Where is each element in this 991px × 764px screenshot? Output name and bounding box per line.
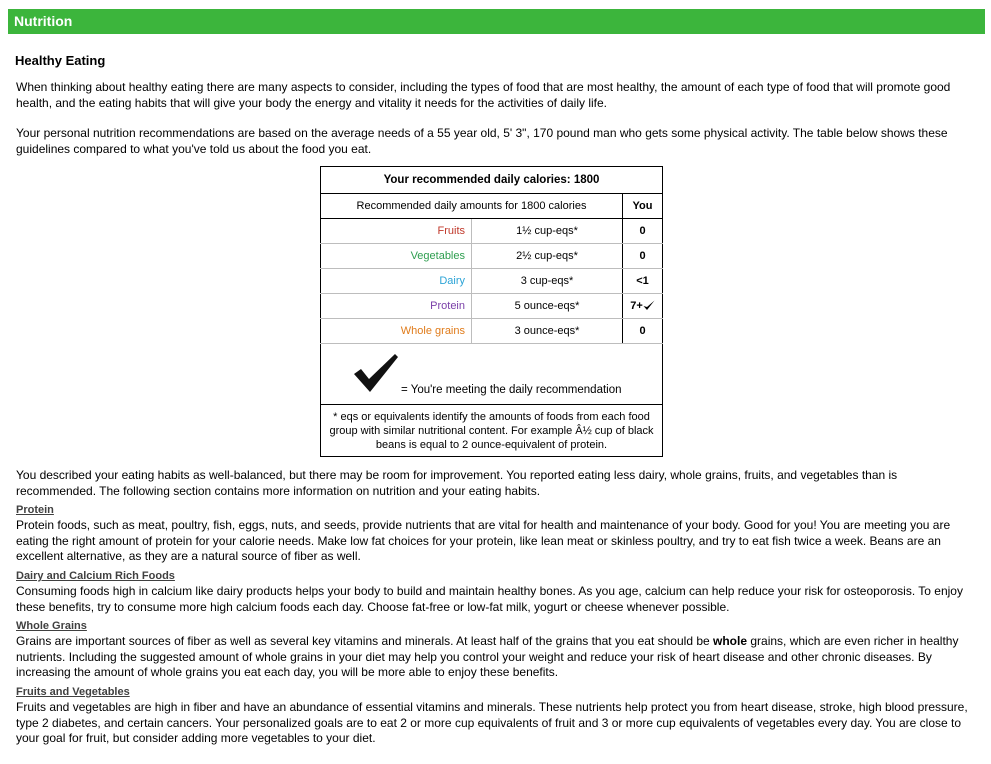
food-name: Dairy	[321, 269, 472, 294]
checkmark-icon	[353, 352, 399, 394]
food-name: Whole grains	[321, 319, 472, 344]
header-title: Nutrition	[14, 13, 73, 29]
food-name: Protein	[321, 294, 472, 319]
table-head-recommended: Recommended daily amounts for 1800 calories	[321, 194, 623, 219]
food-you: 0	[623, 319, 663, 344]
dairy-paragraph: Consuming foods high in calcium like dairy products helps your body to build and maintain healthy bones. As you age, calcium can help reduce your risk for osteoporosis. To enjoy these benefits, try to consume more high calcium foods each day. Choose fat-free or low-fat milk, yogurt or cheese whenever possible.	[16, 584, 963, 614]
legend-text: = You're meeting the daily recommendation	[401, 384, 622, 396]
recommendation-table	[320, 166, 663, 457]
food-amount: 1½ cup-eqs*	[472, 219, 623, 244]
whole-grains-text-after: grains, which are even richer in healthy nutrients. Including the suggested amount of whole grains in your diet may help you control your weight and reduce your risk of heart disease and other chronic diseases. By increasing the amount of whole grains you eat each day, you will be more able to enjoy these benefits.	[16, 634, 959, 679]
intro-paragraph-2: Your personal nutrition recommendations are based on the average needs of a 55 year old, 5' 3", 170 pound man who gets some physical activity. The table below shows these guidelines compared to what you've told us about the food you eat.	[16, 126, 948, 156]
summary-paragraph: You described your eating habits as well-balanced, but there may be room for improvement. You reported eating less dairy, whole grains, fruits, and vegetables than is recommended. The following section contains more information on nutrition and your eating habits.	[16, 468, 898, 498]
table-legend	[321, 344, 663, 405]
intro-paragraph-1: When thinking about healthy eating there are many aspects to consider, including the types of food that are most healthy, the amount of each type of food that will promote good health, and the eating habits that will give your body the energy and vitality it needs for the activities of daily life.	[16, 80, 951, 110]
page-header	[8, 9, 985, 34]
whole-grains-heading-link[interactable]: Whole Grains	[16, 620, 87, 632]
protein-paragraph: Protein foods, such as meat, poultry, fish, eggs, nuts, and seeds, provide nutrients that are vital for health and maintenance of your body. Good for you! You are meeting you are eating the right amount of protein for your calorie needs. Make low fat choices for your protein, like lean meat or skinless poultry, and try to eat fish twice a week. Beans are an excellent alternative, as they are a natural source of fiber as well.	[16, 518, 951, 563]
food-you: 7+	[630, 300, 643, 312]
whole-grains-text-bold: whole	[713, 634, 748, 648]
whole-grains-paragraph	[16, 634, 971, 681]
table-row-fruits	[321, 219, 663, 244]
protein-heading-link[interactable]: Protein	[16, 504, 54, 516]
food-name: Fruits	[321, 219, 472, 244]
section-title: Healthy Eating	[15, 53, 106, 68]
table-footnote: * eqs or equivalents identify the amounts of foods from each food group with similar nutritional content. For example Â½ cup of black beans is equal to 2 ounce-equivalent of protein.	[321, 405, 663, 457]
food-amount: 3 ounce-eqs*	[472, 319, 623, 344]
fruits-vegetables-paragraph: Fruits and vegetables are high in fiber and have an abundance of essential vitamins and minerals. These nutrients help protect you from heart disease, stroke, high blood pressure, type 2 diabetes, and certain cancers. Your personalized goals are to eat 2 or more cup equivalents of fruit and 3 or more cup equivalents of vegetables every day. You are close to your goal for fruit, but consider adding more vegetables to your diet.	[16, 700, 968, 745]
food-amount: 3 cup-eqs*	[472, 269, 623, 294]
whole-grains-text-before: Grains are important sources of fiber as well as several key vitamins and minerals. At least half of the grains that you eat should be	[16, 634, 714, 648]
table-head-you: You	[623, 194, 663, 219]
table-row-whole-grains	[321, 319, 663, 344]
table-row-dairy	[321, 269, 663, 294]
food-you: <1	[623, 269, 663, 294]
food-amount: 2½ cup-eqs*	[472, 244, 623, 269]
food-amount: 5 ounce-eqs*	[472, 294, 623, 319]
checkmark-icon	[643, 300, 655, 311]
food-you: 0	[623, 244, 663, 269]
food-you: 0	[623, 219, 663, 244]
food-you-cell	[623, 294, 663, 319]
dairy-heading-link[interactable]: Dairy and Calcium Rich Foods	[16, 570, 175, 582]
table-row-protein	[321, 294, 663, 319]
table-row-vegetables	[321, 244, 663, 269]
food-name: Vegetables	[321, 244, 472, 269]
fruits-vegetables-heading-link[interactable]: Fruits and Vegetables	[16, 686, 130, 698]
table-title: Your recommended daily calories: 1800	[321, 167, 663, 194]
